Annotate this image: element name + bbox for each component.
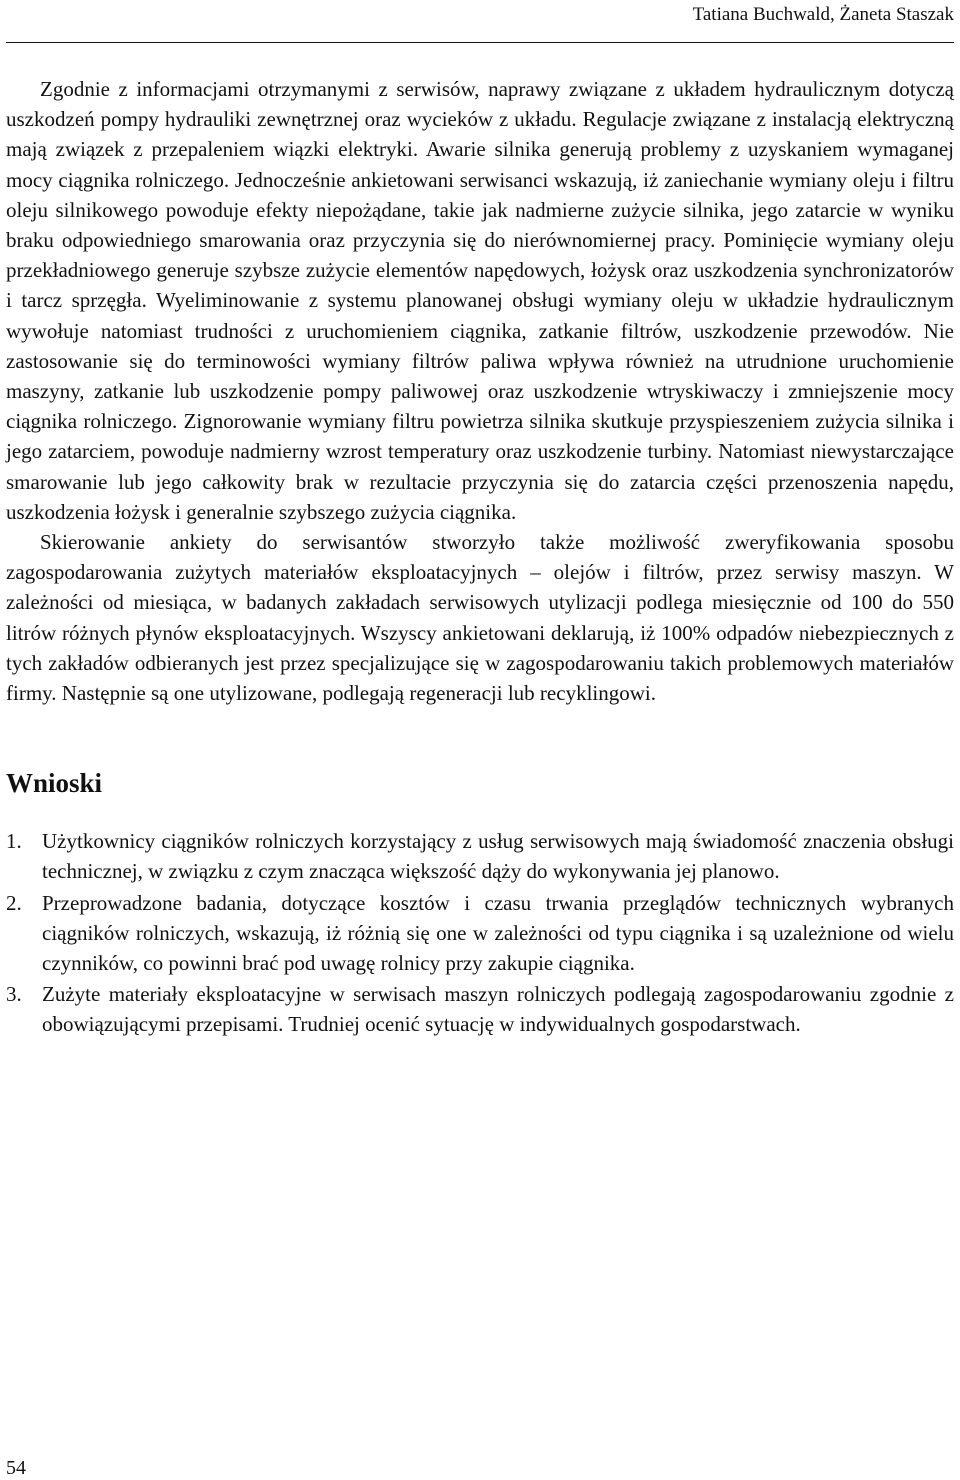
header-rule: [6, 42, 954, 43]
running-header-authors: Tatiana Buchwald, Żaneta Staszak: [692, 4, 954, 25]
list-item: [6, 888, 954, 979]
list-item-number: 1.: [6, 829, 22, 854]
list-item-number: 3.: [6, 982, 22, 1007]
list-item-text: Zużyte materiały eksploatacyjne w serwisach maszyn rolniczych podlegają zagospodarowaniu zgodnie z obowiązującymi przepisami. Trudniej ocenić sytuację w indywidualnych gospodarstwach.: [42, 982, 954, 1037]
list-item-text: Przeprowadzone badania, dotyczące kosztów i czasu trwania przeglądów technicznych wybranych ciągników rolniczych, wskazują, iż różnią się one w zależności od typu ciągnika i są uzależnione od wielu czynników, co powinni brać pod uwagę rolnicy przy zakupie ciągnika.: [42, 890, 954, 976]
list-item-number: 2.: [6, 890, 22, 915]
section-heading-conclusions: Wnioski: [6, 768, 103, 799]
list-item: [6, 826, 954, 886]
page-content: [6, 74, 954, 1041]
list-item: [6, 979, 954, 1039]
list-item-text: Użytkownicy ciągników rolniczych korzystający z usług serwisowych mają świadomość znaczenia obsługi technicznej, w związku z czym znacząca większość dąży do wykonywania jej planowo.: [42, 829, 954, 884]
conclusions-list: [6, 826, 954, 1039]
page-number: 54: [6, 1457, 26, 1479]
body-paragraph-1: Zgodnie z informacjami otrzymanymi z serwisów, naprawy związane z układem hydraulicznym dotyczą uszkodzeń pompy hydrauliki zewnętrznej oraz wycieków z układu. Regulacje związane z instalacją elektryczną mają związek z przepaleniem wiązki elektryki. Awarie silnika generują problemy z uzyskaniem wymaganej mocy ciągnika rolniczego. Jednocześnie ankietowani serwisanci wskazują, iż zaniechanie wymiany oleju i filtru oleju silnikowego powoduje efekty niepożądane, takie jak nadmierne zużycie silnika, jego zatarcie w wyniku braku odpowiedniego smarowania oraz przyczynia się do nierównomiernej pracy. Pominięcie wymiany oleju przekładniowego generuje szybsze zużycie elementów napędowych, łożysk oraz uszkodzenia synchronizatorów i tarcz sprzęgła. Wyeliminowanie z systemu planowanej obsługi wymiany oleju w układzie hydraulicznym wywołuje natomiast trudności z uruchomieniem ciągnika, zatkanie filtrów, uszkodzenie przewodów. Nie zastosowanie się do terminowości wymiany filtrów paliwa wpływa również na utrudnione uruchomienie maszyny, zatkanie lub uszkodzenie pompy paliwowej oraz uszkodzenie wtryskiwaczy i zmniejszenie mocy ciągnika rolniczego. Zignorowanie wymiany filtru powietrza silnika skutkuje przyspieszeniem zużycia silnika i jego zatarciem, powoduje nadmierny wzrost temperatury oraz uszkodzenie turbiny. Natomiast niewystarczające smarowanie lub jego całkowity brak w rezultacie przyczynia się do zatarcia części przenoszenia napędu, uszkodzenia łożysk i generalnie szybszego zużycia ciągnika.: [6, 77, 954, 524]
body-paragraph-2: Skierowanie ankiety do serwisantów stworzyło także możliwość zweryfikowania sposobu zagospodarowania zużytych materiałów eksploatacyjnych – olejów i filtrów, przez serwisy maszyn. W zależności od miesiąca, w badanych zakładach serwisowych utylizacji podlega miesięcznie od 100 do 550 litrów różnych płynów eksploatacyjnych. Wszyscy ankietowani deklarują, iż 100% odpadów niebezpiecznych z tych zakładów odbieranych jest przez specjalizujące się w zagospodarowaniu takich problemowych materiałów firmy. Następnie są one utylizowane, podlegają regeneracji lub recyklingowi.: [6, 530, 954, 706]
